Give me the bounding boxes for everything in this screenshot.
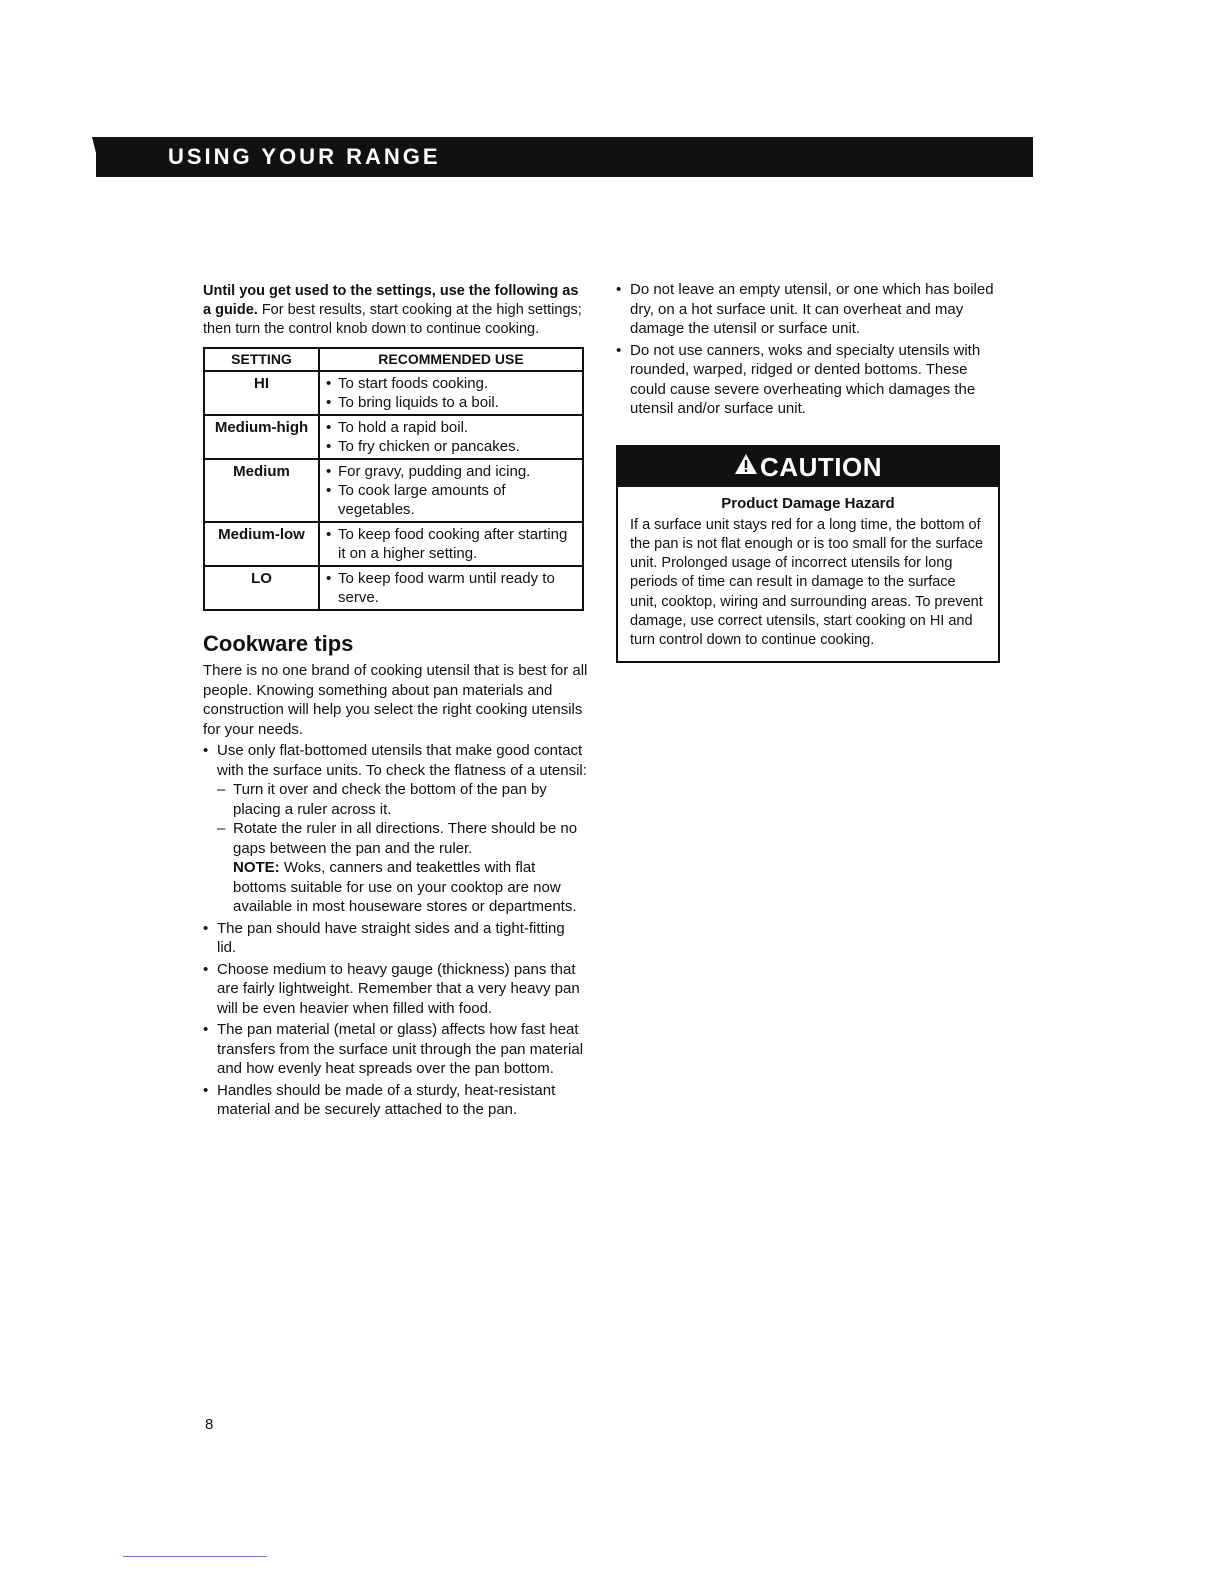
section-header-bar	[96, 137, 1033, 177]
footer-rule	[123, 1556, 267, 1557]
use-item: • To keep food cooking after starting it on a higher setting.	[324, 525, 578, 563]
use-cell	[319, 566, 583, 610]
table-row	[204, 459, 583, 522]
right-tips-list	[616, 280, 1006, 419]
sub-item-text: Rotate the ruler in all directions. There should be no gaps between the pan and the ruler.	[233, 820, 578, 857]
use-item: • To start foods cooking.	[324, 374, 578, 393]
intro-paragraph	[203, 282, 588, 339]
sub-item	[217, 819, 588, 917]
cookware-tips-heading: Cookware tips	[203, 631, 354, 656]
table-row	[204, 371, 583, 415]
setting-cell: Medium	[204, 459, 319, 522]
setting-cell: Medium-low	[204, 522, 319, 566]
list-item: • Do not leave an empty utensil, or one which has boiled dry, on a hot surface unit. It can overheat and may damage the utensil or surface unit.	[616, 280, 1006, 339]
intro-bold: Until you get used to the settings, use the following as a guide.	[203, 283, 579, 318]
header-recommended-use: RECOMMENDED USE	[319, 348, 583, 371]
header-setting: SETTING	[204, 348, 319, 371]
caution-label: CAUTION	[760, 451, 882, 482]
intro-text: For best results, start cooking at the high settings; then turn the control knob down to continue cooking.	[203, 302, 582, 337]
use-item: • To cook large amounts of vegetables.	[324, 481, 578, 519]
tip-text: Use only flat-bottomed utensils that make good contact with the surface units. To check the flatness of a utensil:	[217, 742, 587, 779]
table-row	[204, 522, 583, 566]
use-item: • To fry chicken or pancakes.	[324, 437, 578, 456]
list-item: • Handles should be made of a sturdy, heat-resistant material and be securely attached to the pan.	[203, 1081, 588, 1120]
page-number: 8	[205, 1416, 214, 1433]
note-paragraph	[233, 858, 588, 917]
note-text: Woks, canners and teakettles with flat bottoms suitable for use on your cooktop are now available in most houseware stores or departments.	[233, 859, 577, 915]
list-item: • The pan material (metal or glass) affects how fast heat transfers from the surface unit through the pan material and how evenly heat spreads over the pan bottom.	[203, 1020, 588, 1079]
table-row	[204, 415, 583, 459]
list-item: • The pan should have straight sides and a tight-fitting lid.	[203, 919, 588, 958]
use-cell	[319, 415, 583, 459]
cookware-tips-list	[203, 741, 588, 1120]
settings-table	[203, 347, 584, 611]
sub-list	[217, 780, 588, 917]
sub-item: – Turn it over and check the bottom of the pan by placing a ruler across it.	[217, 780, 588, 819]
setting-cell: Medium-high	[204, 415, 319, 459]
cookware-intro: There is no one brand of cooking utensil that is best for all people. Knowing something about pan materials and construction will help you select the right cooking utensils for your needs.	[203, 662, 588, 738]
use-cell	[319, 371, 583, 415]
caution-body: If a surface unit stays red for a long time, the bottom of the pan is not flat enough or is too small for the surface unit. Prolonged usage of incorrect utensils for long periods of time can result in damage to the surface unit, cooktop, wiring and surrounding areas. To prevent damage, use correct utensils, start cooking on HI and turn control down to continue cooking.	[630, 516, 984, 649]
setting-cell: LO	[204, 566, 319, 610]
warning-triangle-icon	[734, 446, 758, 486]
use-item: • For gravy, pudding and icing.	[324, 462, 578, 481]
section-title: USING YOUR RANGE	[168, 144, 441, 169]
use-item: • To bring liquids to a boil.	[324, 393, 578, 412]
table-row	[204, 566, 583, 610]
use-item: • To hold a rapid boil.	[324, 418, 578, 437]
use-item: • To keep food warm until ready to serve.	[324, 569, 578, 607]
header-notch	[92, 137, 102, 177]
caution-subtitle: Product Damage Hazard	[721, 494, 895, 512]
left-column	[203, 282, 588, 1122]
right-column	[616, 278, 1006, 663]
settings-table-header	[204, 348, 583, 371]
use-cell	[319, 459, 583, 522]
list-item	[203, 741, 588, 917]
caution-header	[618, 447, 998, 487]
list-item: • Do not use canners, woks and specialty utensils with rounded, warped, ridged or dented bottoms. These could cause severe overheating which damages the utensil and/or surface unit.	[616, 341, 1006, 419]
list-item: • Choose medium to heavy gauge (thickness) pans that are fairly lightweight. Remember that a very heavy pan will be even heavier when filled with food.	[203, 960, 588, 1019]
caution-box	[616, 445, 1000, 663]
setting-cell: HI	[204, 371, 319, 415]
use-cell	[319, 522, 583, 566]
note-label: NOTE:	[233, 859, 280, 876]
